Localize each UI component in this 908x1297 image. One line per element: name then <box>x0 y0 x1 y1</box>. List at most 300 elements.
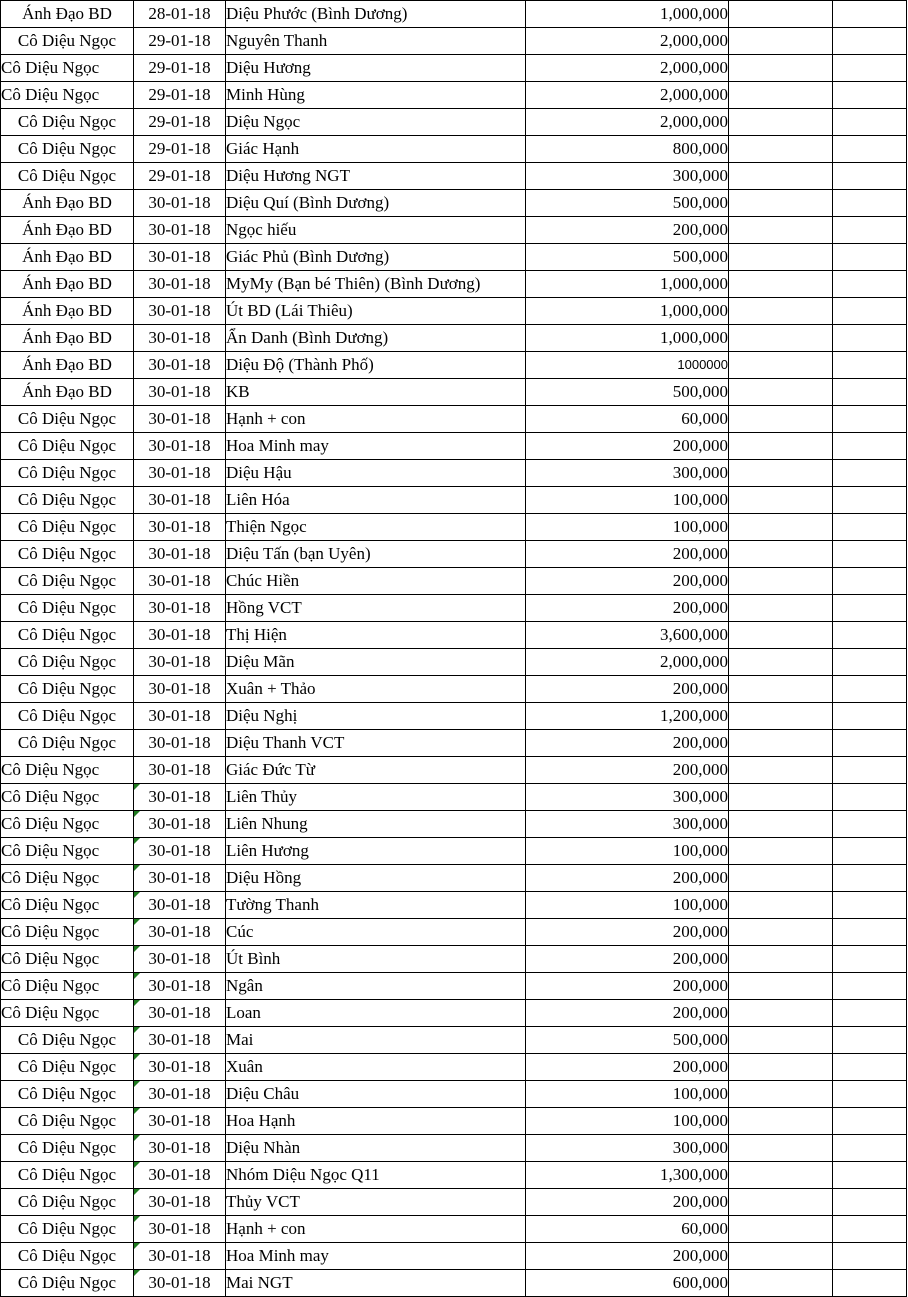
empty-cell[interactable] <box>833 163 907 190</box>
empty-cell[interactable] <box>729 892 833 919</box>
donor-source-cell[interactable]: Cô Diệu Ngọc <box>1 433 134 460</box>
donor-name-cell[interactable]: Liên Hương <box>226 838 526 865</box>
donor-name-cell[interactable]: Hoa Minh may <box>226 1243 526 1270</box>
donor-source-cell[interactable]: Cô Diệu Ngọc <box>1 919 134 946</box>
empty-cell[interactable] <box>729 676 833 703</box>
donor-name-cell[interactable]: Diệu Quí (Bình Dương) <box>226 190 526 217</box>
date-cell[interactable]: 30-01-18 <box>134 811 226 838</box>
amount-cell[interactable]: 200,000 <box>526 595 729 622</box>
amount-cell[interactable]: 100,000 <box>526 487 729 514</box>
empty-cell[interactable] <box>729 946 833 973</box>
donor-name-cell[interactable]: Ẩn Danh (Bình Dương) <box>226 325 526 352</box>
donor-name-cell[interactable]: Loan <box>226 1000 526 1027</box>
amount-cell[interactable]: 500,000 <box>526 190 729 217</box>
date-cell[interactable]: 28-01-18 <box>134 1 226 28</box>
amount-cell[interactable]: 60,000 <box>526 1216 729 1243</box>
donor-source-cell[interactable]: Cô Diệu Ngọc <box>1 460 134 487</box>
table-row <box>1 649 907 676</box>
empty-cell[interactable] <box>833 190 907 217</box>
donor-name-cell[interactable]: Hồng VCT <box>226 595 526 622</box>
empty-cell[interactable] <box>729 352 833 379</box>
empty-cell[interactable] <box>833 271 907 298</box>
empty-cell[interactable] <box>729 838 833 865</box>
donor-source-cell[interactable]: Cô Diệu Ngọc <box>1 649 134 676</box>
donor-name-cell[interactable]: Minh Hùng <box>226 82 526 109</box>
empty-cell[interactable] <box>729 973 833 1000</box>
empty-cell[interactable] <box>729 217 833 244</box>
date-cell[interactable]: 30-01-18 <box>134 892 226 919</box>
donor-source-cell[interactable]: Cô Diệu Ngọc <box>1 568 134 595</box>
empty-cell[interactable] <box>833 487 907 514</box>
donor-source-cell[interactable]: Cô Diệu Ngọc <box>1 1054 134 1081</box>
date-cell[interactable]: 29-01-18 <box>134 55 226 82</box>
donor-source-cell[interactable]: Ánh Đạo BD <box>1 1 134 28</box>
date-cell[interactable]: 29-01-18 <box>134 28 226 55</box>
donor-name-cell[interactable]: Mai <box>226 1027 526 1054</box>
empty-cell[interactable] <box>833 649 907 676</box>
empty-cell[interactable] <box>833 919 907 946</box>
donor-source-cell[interactable]: Ánh Đạo BD <box>1 190 134 217</box>
empty-cell[interactable] <box>833 622 907 649</box>
donor-source-cell[interactable]: Ánh Đạo BD <box>1 352 134 379</box>
empty-cell[interactable] <box>833 28 907 55</box>
donor-name-cell[interactable]: Diệu Châu <box>226 1081 526 1108</box>
date-cell[interactable]: 30-01-18 <box>134 460 226 487</box>
amount-cell[interactable]: 200,000 <box>526 433 729 460</box>
date-cell[interactable]: 30-01-18 <box>134 703 226 730</box>
amount-cell[interactable]: 1,000,000 <box>526 1 729 28</box>
donor-name-cell[interactable]: Diệu Nhàn <box>226 1135 526 1162</box>
donor-source-cell[interactable]: Cô Diệu Ngọc <box>1 757 134 784</box>
empty-cell[interactable] <box>729 163 833 190</box>
donor-name-cell[interactable]: Hoa Hạnh <box>226 1108 526 1135</box>
date-cell[interactable]: 30-01-18 <box>134 1243 226 1270</box>
donor-name-cell[interactable]: Thị Hiện <box>226 622 526 649</box>
amount-cell[interactable]: 600,000 <box>526 1270 729 1297</box>
empty-cell[interactable] <box>729 1054 833 1081</box>
date-cell[interactable]: 30-01-18 <box>134 973 226 1000</box>
amount-cell[interactable]: 200,000 <box>526 1054 729 1081</box>
empty-cell[interactable] <box>833 433 907 460</box>
date-cell[interactable]: 30-01-18 <box>134 649 226 676</box>
donor-source-cell[interactable]: Cô Diệu Ngọc <box>1 676 134 703</box>
empty-cell[interactable] <box>729 82 833 109</box>
empty-cell[interactable] <box>729 460 833 487</box>
amount-cell[interactable]: 200,000 <box>526 217 729 244</box>
donor-name-cell[interactable]: Hạnh + con <box>226 406 526 433</box>
amount-cell[interactable]: 2,000,000 <box>526 82 729 109</box>
amount-cell[interactable]: 200,000 <box>526 973 729 1000</box>
date-cell[interactable]: 30-01-18 <box>134 757 226 784</box>
amount-cell[interactable]: 200,000 <box>526 946 729 973</box>
amount-cell[interactable]: 300,000 <box>526 163 729 190</box>
donor-name-cell[interactable]: Tường Thanh <box>226 892 526 919</box>
donor-name-cell[interactable]: Diệu Phước (Bình Dương) <box>226 1 526 28</box>
empty-cell[interactable] <box>833 1081 907 1108</box>
empty-cell[interactable] <box>729 622 833 649</box>
empty-cell[interactable] <box>833 541 907 568</box>
empty-cell[interactable] <box>729 1 833 28</box>
donor-source-cell[interactable]: Cô Diệu Ngọc <box>1 892 134 919</box>
amount-cell[interactable]: 500,000 <box>526 244 729 271</box>
empty-cell[interactable] <box>729 487 833 514</box>
donor-source-cell[interactable]: Cô Diệu Ngọc <box>1 1162 134 1189</box>
empty-cell[interactable] <box>833 568 907 595</box>
empty-cell[interactable] <box>833 811 907 838</box>
donor-source-cell[interactable]: Cô Diệu Ngọc <box>1 82 134 109</box>
amount-cell[interactable]: 1,000,000 <box>526 271 729 298</box>
empty-cell[interactable] <box>729 109 833 136</box>
date-cell[interactable]: 30-01-18 <box>134 568 226 595</box>
donor-source-cell[interactable]: Ánh Đạo BD <box>1 271 134 298</box>
empty-cell[interactable] <box>833 757 907 784</box>
table-row <box>1 298 907 325</box>
amount-cell[interactable]: 2,000,000 <box>526 109 729 136</box>
empty-cell[interactable] <box>729 271 833 298</box>
empty-cell[interactable] <box>729 1081 833 1108</box>
donor-name-cell[interactable]: Mai NGT <box>226 1270 526 1297</box>
donor-source-cell[interactable]: Cô Diệu Ngọc <box>1 55 134 82</box>
donor-source-cell[interactable]: Cô Diệu Ngọc <box>1 730 134 757</box>
donor-name-cell[interactable]: Hoa Minh may <box>226 433 526 460</box>
amount-cell[interactable]: 300,000 <box>526 1135 729 1162</box>
date-cell[interactable]: 29-01-18 <box>134 136 226 163</box>
date-cell[interactable]: 30-01-18 <box>134 298 226 325</box>
empty-cell[interactable] <box>833 55 907 82</box>
amount-cell[interactable]: 1,200,000 <box>526 703 729 730</box>
donor-source-cell[interactable]: Cô Diệu Ngọc <box>1 865 134 892</box>
amount-cell[interactable]: 100,000 <box>526 892 729 919</box>
date-cell[interactable]: 30-01-18 <box>134 622 226 649</box>
donor-source-cell[interactable]: Cô Diệu Ngọc <box>1 1189 134 1216</box>
donor-source-cell[interactable]: Cô Diệu Ngọc <box>1 28 134 55</box>
donor-name-cell[interactable]: Ngọc hiếu <box>226 217 526 244</box>
date-cell[interactable]: 30-01-18 <box>134 1000 226 1027</box>
donor-source-cell[interactable]: Cô Diệu Ngọc <box>1 1000 134 1027</box>
amount-cell[interactable]: 1,300,000 <box>526 1162 729 1189</box>
donor-name-cell[interactable]: Nhóm Diệu Ngọc Q11 <box>226 1162 526 1189</box>
empty-cell[interactable] <box>833 730 907 757</box>
amount-cell[interactable]: 200,000 <box>526 568 729 595</box>
date-cell[interactable]: 30-01-18 <box>134 1216 226 1243</box>
donor-name-cell[interactable]: Giác Hạnh <box>226 136 526 163</box>
empty-cell[interactable] <box>833 325 907 352</box>
donor-source-cell[interactable]: Cô Diệu Ngọc <box>1 703 134 730</box>
amount-cell[interactable]: 300,000 <box>526 784 729 811</box>
empty-cell[interactable] <box>729 1000 833 1027</box>
donor-name-cell[interactable]: Giác Đức Từ <box>226 757 526 784</box>
amount-cell[interactable]: 1000000 <box>526 352 729 379</box>
date-cell[interactable]: 30-01-18 <box>134 244 226 271</box>
empty-cell[interactable] <box>833 406 907 433</box>
empty-cell[interactable] <box>833 217 907 244</box>
empty-cell[interactable] <box>833 298 907 325</box>
donor-source-cell[interactable]: Cô Diệu Ngọc <box>1 1081 134 1108</box>
amount-cell[interactable]: 3,600,000 <box>526 622 729 649</box>
empty-cell[interactable] <box>729 136 833 163</box>
date-cell[interactable]: 30-01-18 <box>134 838 226 865</box>
empty-cell[interactable] <box>833 352 907 379</box>
amount-cell[interactable]: 500,000 <box>526 379 729 406</box>
empty-cell[interactable] <box>833 514 907 541</box>
empty-cell[interactable] <box>729 379 833 406</box>
donor-name-cell[interactable]: Liên Nhung <box>226 811 526 838</box>
amount-cell[interactable]: 200,000 <box>526 676 729 703</box>
date-cell[interactable]: 30-01-18 <box>134 1108 226 1135</box>
empty-cell[interactable] <box>833 703 907 730</box>
donor-name-cell[interactable]: Diệu Thanh VCT <box>226 730 526 757</box>
empty-cell[interactable] <box>729 649 833 676</box>
date-cell[interactable]: 30-01-18 <box>134 406 226 433</box>
table-row <box>1 946 907 973</box>
date-cell[interactable]: 30-01-18 <box>134 784 226 811</box>
donor-source-cell[interactable]: Cô Diệu Ngọc <box>1 1027 134 1054</box>
donor-source-cell[interactable]: Cô Diệu Ngọc <box>1 838 134 865</box>
donor-source-cell[interactable]: Ánh Đạo BD <box>1 244 134 271</box>
empty-cell[interactable] <box>729 811 833 838</box>
donor-source-cell[interactable]: Cô Diệu Ngọc <box>1 541 134 568</box>
donor-name-cell[interactable]: Liên Hóa <box>226 487 526 514</box>
donor-source-cell[interactable]: Ánh Đạo BD <box>1 298 134 325</box>
donor-source-cell[interactable]: Cô Diệu Ngọc <box>1 163 134 190</box>
empty-cell[interactable] <box>729 568 833 595</box>
donor-name-cell[interactable]: Thiện Ngọc <box>226 514 526 541</box>
empty-cell[interactable] <box>833 1270 907 1297</box>
amount-cell[interactable]: 200,000 <box>526 1189 729 1216</box>
date-cell[interactable]: 30-01-18 <box>134 676 226 703</box>
date-cell[interactable]: 30-01-18 <box>134 919 226 946</box>
amount-cell[interactable]: 1,000,000 <box>526 325 729 352</box>
donor-name-cell[interactable]: Giác Phủ (Bình Dương) <box>226 244 526 271</box>
date-cell[interactable]: 30-01-18 <box>134 352 226 379</box>
donor-source-cell[interactable]: Ánh Đạo BD <box>1 217 134 244</box>
donor-source-cell[interactable]: Cô Diệu Ngọc <box>1 622 134 649</box>
empty-cell[interactable] <box>833 1243 907 1270</box>
date-cell[interactable]: 30-01-18 <box>134 1270 226 1297</box>
amount-cell[interactable]: 200,000 <box>526 1243 729 1270</box>
donor-name-cell[interactable]: Diệu Ngọc <box>226 109 526 136</box>
donor-source-cell[interactable]: Cô Diệu Ngọc <box>1 946 134 973</box>
empty-cell[interactable] <box>833 946 907 973</box>
date-cell[interactable]: 30-01-18 <box>134 595 226 622</box>
date-cell[interactable]: 30-01-18 <box>134 1189 226 1216</box>
donor-source-cell[interactable]: Cô Diệu Ngọc <box>1 1135 134 1162</box>
date-cell[interactable]: 30-01-18 <box>134 865 226 892</box>
date-cell[interactable]: 30-01-18 <box>134 325 226 352</box>
table-row <box>1 55 907 82</box>
donor-name-cell[interactable]: Ngân <box>226 973 526 1000</box>
amount-cell[interactable]: 100,000 <box>526 838 729 865</box>
donor-name-cell[interactable]: Chúc Hiền <box>226 568 526 595</box>
date-cell[interactable]: 30-01-18 <box>134 541 226 568</box>
amount-cell[interactable]: 2,000,000 <box>526 55 729 82</box>
amount-cell[interactable]: 500,000 <box>526 1027 729 1054</box>
error-indicator-icon <box>134 892 140 898</box>
table-row <box>1 541 907 568</box>
donor-source-cell[interactable]: Cô Diệu Ngọc <box>1 109 134 136</box>
amount-cell[interactable]: 100,000 <box>526 1108 729 1135</box>
empty-cell[interactable] <box>833 1108 907 1135</box>
empty-cell[interactable] <box>833 1216 907 1243</box>
table-row <box>1 919 907 946</box>
empty-cell[interactable] <box>729 1135 833 1162</box>
donor-name-cell[interactable]: Diệu Nghị <box>226 703 526 730</box>
donor-source-cell[interactable]: Cô Diệu Ngọc <box>1 595 134 622</box>
empty-cell[interactable] <box>729 55 833 82</box>
date-cell[interactable]: 30-01-18 <box>134 217 226 244</box>
table-row <box>1 1189 907 1216</box>
donor-name-cell[interactable]: Hạnh + con <box>226 1216 526 1243</box>
empty-cell[interactable] <box>729 1027 833 1054</box>
empty-cell[interactable] <box>833 865 907 892</box>
amount-cell[interactable]: 200,000 <box>526 730 729 757</box>
table-row <box>1 568 907 595</box>
date-cell[interactable]: 29-01-18 <box>134 82 226 109</box>
empty-cell[interactable] <box>729 433 833 460</box>
empty-cell[interactable] <box>729 1162 833 1189</box>
donor-source-cell[interactable]: Cô Diệu Ngọc <box>1 136 134 163</box>
date-cell[interactable]: 30-01-18 <box>134 946 226 973</box>
donor-source-cell[interactable]: Cô Diệu Ngọc <box>1 1216 134 1243</box>
donor-name-cell[interactable]: Xuân + Thảo <box>226 676 526 703</box>
amount-cell[interactable]: 2,000,000 <box>526 28 729 55</box>
empty-cell[interactable] <box>729 1243 833 1270</box>
empty-cell[interactable] <box>729 865 833 892</box>
empty-cell[interactable] <box>833 1189 907 1216</box>
empty-cell[interactable] <box>729 730 833 757</box>
donor-name-cell[interactable]: Diệu Tấn (bạn Uyên) <box>226 541 526 568</box>
amount-cell[interactable]: 200,000 <box>526 541 729 568</box>
amount-cell[interactable]: 800,000 <box>526 136 729 163</box>
date-cell[interactable]: 30-01-18 <box>134 379 226 406</box>
empty-cell[interactable] <box>833 595 907 622</box>
empty-cell[interactable] <box>833 379 907 406</box>
empty-cell[interactable] <box>833 892 907 919</box>
empty-cell[interactable] <box>729 1189 833 1216</box>
date-cell[interactable]: 30-01-18 <box>134 1027 226 1054</box>
empty-cell[interactable] <box>729 244 833 271</box>
donor-source-cell[interactable]: Cô Diệu Ngọc <box>1 811 134 838</box>
donor-source-cell[interactable]: Cô Diệu Ngọc <box>1 487 134 514</box>
empty-cell[interactable] <box>729 1216 833 1243</box>
amount-cell[interactable]: 1,000,000 <box>526 298 729 325</box>
amount-cell[interactable]: 100,000 <box>526 1081 729 1108</box>
date-cell[interactable]: 30-01-18 <box>134 1054 226 1081</box>
empty-cell[interactable] <box>833 460 907 487</box>
donor-name-cell[interactable]: Xuân <box>226 1054 526 1081</box>
empty-cell[interactable] <box>833 1162 907 1189</box>
empty-cell[interactable] <box>833 838 907 865</box>
amount-cell[interactable]: 200,000 <box>526 865 729 892</box>
donor-source-cell[interactable]: Cô Diệu Ngọc <box>1 406 134 433</box>
donor-source-cell[interactable]: Ánh Đạo BD <box>1 325 134 352</box>
donor-source-cell[interactable]: Cô Diệu Ngọc <box>1 973 134 1000</box>
date-cell[interactable]: 29-01-18 <box>134 109 226 136</box>
donor-name-cell[interactable]: Diệu Hương <box>226 55 526 82</box>
empty-cell[interactable] <box>833 244 907 271</box>
donor-name-cell[interactable]: Diệu Mãn <box>226 649 526 676</box>
amount-cell[interactable]: 200,000 <box>526 757 729 784</box>
empty-cell[interactable] <box>729 541 833 568</box>
empty-cell[interactable] <box>833 784 907 811</box>
empty-cell[interactable] <box>833 676 907 703</box>
date-cell[interactable]: 30-01-18 <box>134 1162 226 1189</box>
date-cell[interactable]: 29-01-18 <box>134 163 226 190</box>
table-row <box>1 703 907 730</box>
date-cell[interactable]: 30-01-18 <box>134 271 226 298</box>
amount-cell[interactable]: 200,000 <box>526 919 729 946</box>
empty-cell[interactable] <box>833 1027 907 1054</box>
empty-cell[interactable] <box>729 190 833 217</box>
empty-cell[interactable] <box>729 595 833 622</box>
donor-name-cell[interactable]: MyMy (Bạn bé Thiên) (Bình Dương) <box>226 271 526 298</box>
date-cell[interactable]: 30-01-18 <box>134 1081 226 1108</box>
error-indicator-icon <box>134 1189 140 1195</box>
empty-cell[interactable] <box>833 973 907 1000</box>
donor-name-cell[interactable]: Diệu Hương NGT <box>226 163 526 190</box>
donor-name-cell[interactable]: Diệu Độ (Thành Phố) <box>226 352 526 379</box>
donor-source-cell[interactable]: Cô Diệu Ngọc <box>1 784 134 811</box>
empty-cell[interactable] <box>729 406 833 433</box>
empty-cell[interactable] <box>833 1000 907 1027</box>
date-cell[interactable]: 30-01-18 <box>134 514 226 541</box>
donor-name-cell[interactable]: Diệu Hồng <box>226 865 526 892</box>
date-cell[interactable]: 30-01-18 <box>134 487 226 514</box>
empty-cell[interactable] <box>729 1108 833 1135</box>
empty-cell[interactable] <box>729 703 833 730</box>
empty-cell[interactable] <box>833 82 907 109</box>
date-cell[interactable]: 30-01-18 <box>134 1135 226 1162</box>
donor-name-cell[interactable]: Nguyên Thanh <box>226 28 526 55</box>
donor-source-cell[interactable]: Cô Diệu Ngọc <box>1 1270 134 1297</box>
amount-cell[interactable]: 60,000 <box>526 406 729 433</box>
empty-cell[interactable] <box>729 757 833 784</box>
empty-cell[interactable] <box>729 919 833 946</box>
empty-cell[interactable] <box>833 1135 907 1162</box>
date-cell[interactable]: 30-01-18 <box>134 433 226 460</box>
donor-name-cell[interactable]: Thủy VCT <box>226 1189 526 1216</box>
donor-name-cell[interactable]: Cúc <box>226 919 526 946</box>
donor-name-cell[interactable]: Út BD (Lái Thiêu) <box>226 298 526 325</box>
empty-cell[interactable] <box>729 514 833 541</box>
donor-source-cell[interactable]: Ánh Đạo BD <box>1 379 134 406</box>
amount-cell[interactable]: 100,000 <box>526 514 729 541</box>
empty-cell[interactable] <box>729 784 833 811</box>
empty-cell[interactable] <box>833 136 907 163</box>
empty-cell[interactable] <box>833 109 907 136</box>
amount-cell[interactable]: 2,000,000 <box>526 649 729 676</box>
empty-cell[interactable] <box>729 1270 833 1297</box>
donor-source-cell[interactable]: Cô Diệu Ngọc <box>1 514 134 541</box>
empty-cell[interactable] <box>833 1 907 28</box>
empty-cell[interactable] <box>729 298 833 325</box>
empty-cell[interactable] <box>833 1054 907 1081</box>
donor-name-cell[interactable]: Diệu Hậu <box>226 460 526 487</box>
donor-name-cell[interactable]: Liên Thủy <box>226 784 526 811</box>
amount-cell[interactable]: 300,000 <box>526 460 729 487</box>
empty-cell[interactable] <box>729 325 833 352</box>
date-cell[interactable]: 30-01-18 <box>134 730 226 757</box>
donor-name-cell[interactable]: Út Bình <box>226 946 526 973</box>
table-row <box>1 109 907 136</box>
amount-cell[interactable]: 300,000 <box>526 811 729 838</box>
amount-cell[interactable]: 200,000 <box>526 1000 729 1027</box>
empty-cell[interactable] <box>729 28 833 55</box>
donor-source-cell[interactable]: Cô Diệu Ngọc <box>1 1108 134 1135</box>
date-cell[interactable]: 30-01-18 <box>134 190 226 217</box>
donor-source-cell[interactable]: Cô Diệu Ngọc <box>1 1243 134 1270</box>
donor-name-cell[interactable]: KB <box>226 379 526 406</box>
